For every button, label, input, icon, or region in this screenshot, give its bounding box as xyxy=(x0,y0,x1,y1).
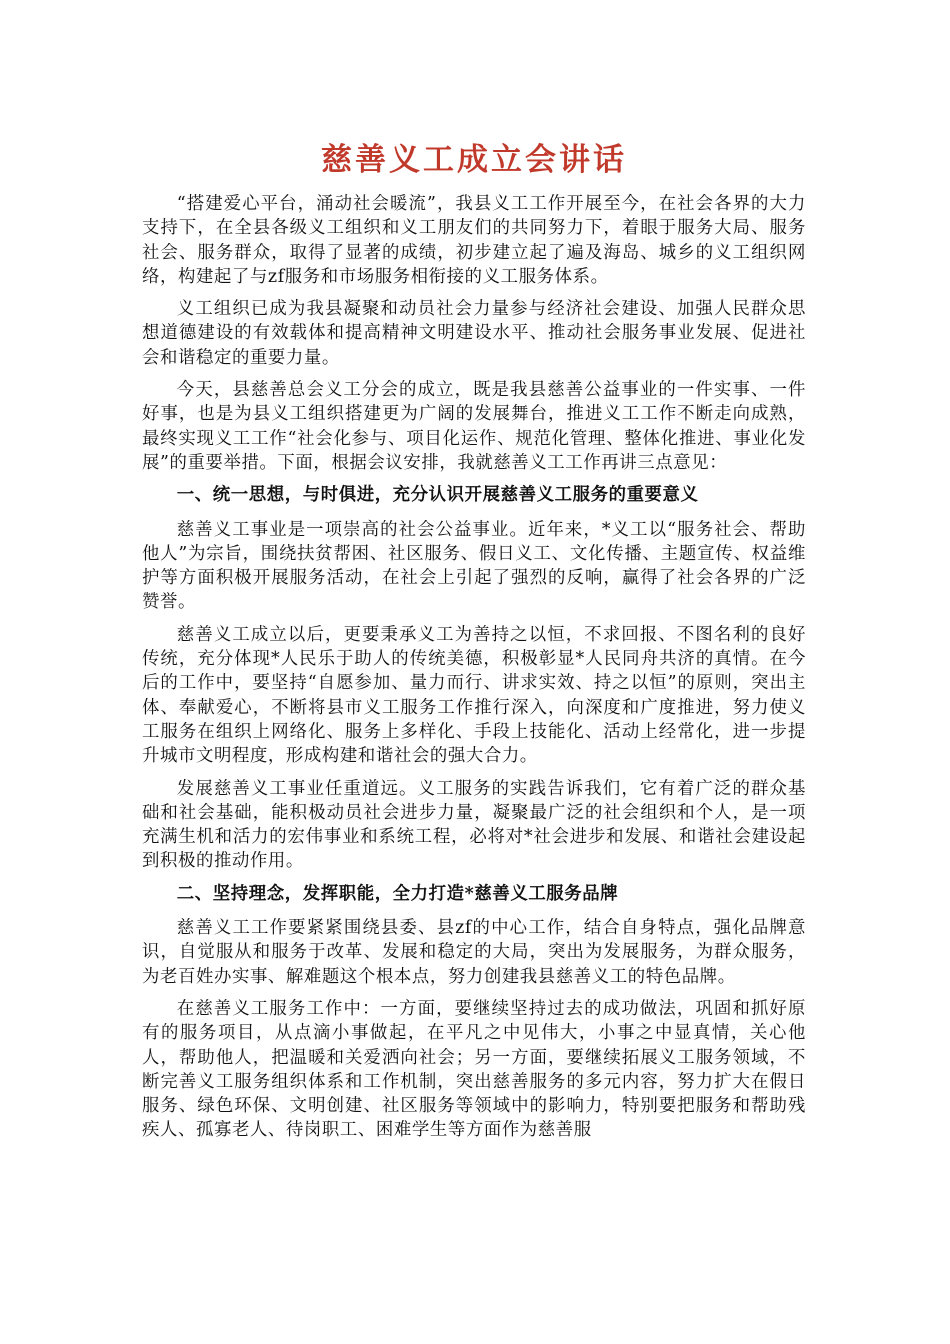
section-heading-1: 一、统一思想，与时俱进，充分认识开展慈善义工服务的重要意义 xyxy=(176,485,699,506)
section1-paragraph-1: 慈善义工事业是一项崇高的社会公益事业。近年来，*义工以“服务社会、帮助他人”为宗旨，围绕扶贫帮困、社区服务、假日义工、文化传播、主题宣传、权益维护等方面积极开展服务活动，在社会上引起了强烈的反响，赢得了社会各界的广泛赞誉。 xyxy=(142,519,806,613)
intro-paragraph-2: 义工组织已成为我县凝聚和动员社会力量参与经济社会建设、加强人民群众思想道德建设的有效载体和提高精神文明建设水平、推动社会服务事业发展、促进社会和谐稳定的重要力量。 xyxy=(142,299,806,368)
document-page xyxy=(142,130,806,1151)
document-title: 慈善义工成立会讲话 xyxy=(321,142,627,178)
section2-paragraph-1: 慈善义工工作要紧紧围绕县委、县zf的中心工作，结合自身特点，强化品牌意识，自觉服从和服务于改革、发展和稳定的大局，突出为发展服务，为群众服务，为老百姓办实事、解难题这个根本点，努力创建我县慈善义工的特色品牌。 xyxy=(142,918,806,987)
intro-paragraph-1: “搭建爱心平台，涌动社会暖流”，我县义工工作开展至今，在社会各界的大力支持下，在全县各级义工组织和义工朋友们的共同努力下，着眼于服务大局、服务社会、服务群众，取得了显著的成绩，初步建立起了遍及海岛、城乡的义工组织网络，构建起了与zf服务和市场服务相衔接的义工服务体系。 xyxy=(142,194,806,287)
section1-paragraph-2: 慈善义工成立以后，更要秉承义工为善持之以恒，不求回报、不图名利的良好传统，充分体现*人民乐于助人的传统美德，积极彰显*人民同舟共济的真情。在今后的工作中，要坚持“自愿参加、量力而行、讲求实效、持之以恒”的原则，突出主体、奉献爱心，不断将县市义工服务工作推行深入，向深度和广度推进，努力使义工服务在组织上网络化、服务上多样化、手段上技能化、活动上经常化，进一步提升城市文明程度，形成构建和谐社会的强大合力。 xyxy=(142,624,806,767)
section1-paragraph-3: 发展慈善义工事业任重道远。义工服务的实践告诉我们，它有着广泛的群众基础和社会基础，能积极动员社会进步力量，凝聚最广泛的社会组织和个人，是一项充满生机和活力的宏伟事业和系统工程，必将对*社会进步和发展、和谐社会建设起到积极的推动作用。 xyxy=(142,778,806,872)
section-heading-2: 二、坚持理念，发挥职能，全力打造*慈善义工服务品牌 xyxy=(176,883,619,904)
intro-paragraph-3: 今天，县慈善总会义工分会的成立，既是我县慈善公益事业的一件实事、一件好事，也是为县义工组织搭建更为广阔的发展舞台，推进义工工作不断走向成熟，最终实现义工工作“社会化参与、项目化运作、规范化管理、整体化推进、事业化发展”的重要举措。下面，根据会议安排，我就慈善义工工作再讲三点意见： xyxy=(142,380,806,473)
section2-paragraph-2: 在慈善义工服务工作中：一方面，要继续坚持过去的成功做法，巩固和抓好原有的服务项目，从点滴小事做起，在平凡之中见伟大，小事之中显真情，关心他人，帮助他人，把温暖和关爱洒向社会；另一方面，要继续拓展义工服务领域，不断完善义工服务组织体系和工作机制，突出慈善服务的多元内容，努力扩大在假日服务、绿色环保、文明创建、社区服务等领域中的影响力，特别要把服务和帮助残疾人、孤寡老人、待岗职工、困难学生等方面作为慈善服 xyxy=(142,998,806,1141)
